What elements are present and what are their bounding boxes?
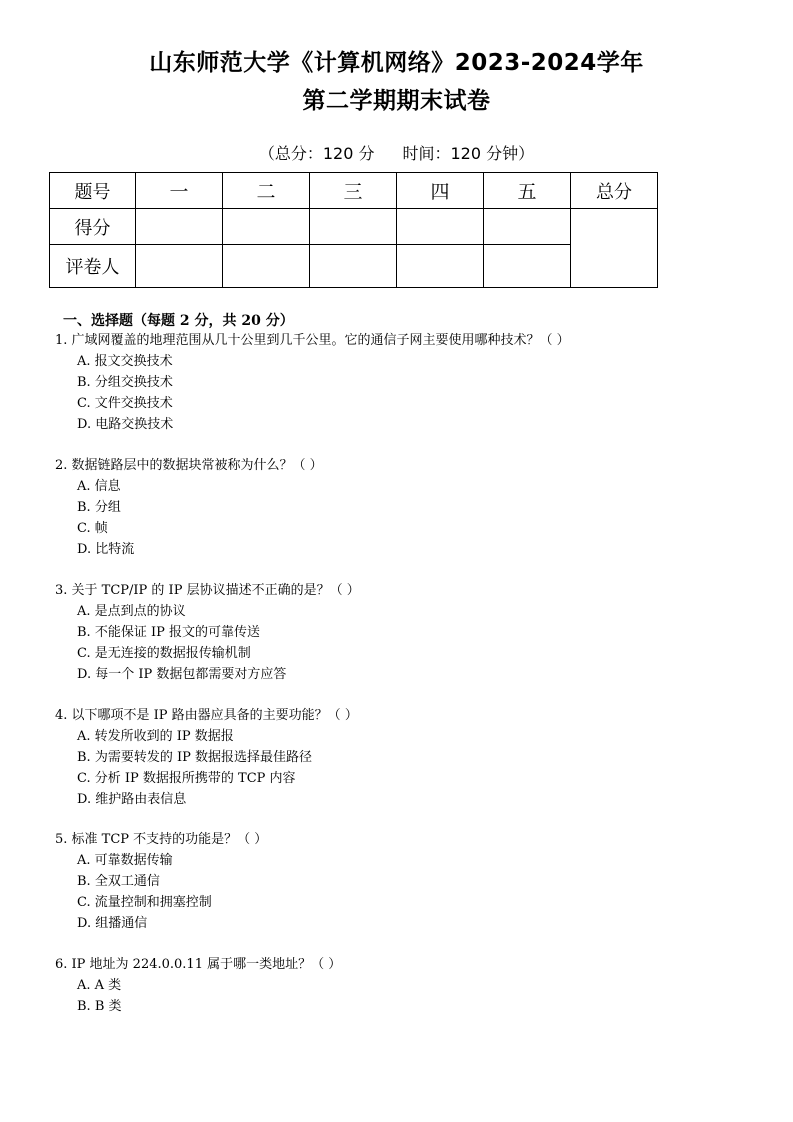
question-option: C. 分析 IP 数据报所携带的 TCP 内容 [77, 771, 296, 786]
question-5 [55, 830, 267, 935]
header-cell-5: 五 [484, 173, 571, 209]
header-cell-3: 三 [310, 173, 397, 209]
grader-cell-2 [223, 245, 310, 288]
header-cell-4: 四 [397, 173, 484, 209]
question-option: C. 文件交换技术 [77, 396, 173, 411]
question-stem: 1. 广域网覆盖的地理范围从几十公里到几千公里。它的通信子网主要使用哪种技术？（ ） [55, 333, 570, 348]
question-option: D. 电路交换技术 [77, 417, 174, 432]
question-option: A. A 类 [77, 978, 122, 993]
header-cell-1: 一 [136, 173, 223, 209]
exam-meta [0, 141, 793, 164]
score-cell-4 [397, 209, 484, 245]
question-stem: 4. 以下哪项不是 IP 路由器应具备的主要功能？（ ） [55, 708, 358, 723]
question-option: A. 可靠数据传输 [77, 853, 173, 868]
score-cell-5 [484, 209, 571, 245]
question-option: B. 分组交换技术 [77, 375, 173, 390]
question-3 [55, 581, 360, 686]
score-table [49, 172, 658, 288]
question-option: C. 流量控制和拥塞控制 [77, 895, 212, 910]
total-score-text: （总分：120 分 [258, 144, 375, 163]
score-cell-1 [136, 209, 223, 245]
question-4 [55, 706, 358, 811]
question-2 [55, 456, 323, 561]
question-option: C. 是无连接的数据报传输机制 [77, 646, 251, 661]
question-option: A. 转发所收到的 IP 数据报 [77, 729, 234, 744]
question-option: D. 维护路由表信息 [77, 792, 187, 807]
question-stem: 5. 标准 TCP 不支持的功能是？（ ） [55, 832, 268, 847]
question-stem: 3. 关于 TCP/IP 的 IP 层协议描述不正确的是？（ ） [55, 583, 360, 598]
grader-cell-5 [484, 245, 571, 288]
grader-cell-3 [310, 245, 397, 288]
exam-title-line1: 山东师范大学《计算机网络》2023-2024学年 [149, 50, 644, 76]
question-option: A. 报文交换技术 [77, 354, 173, 369]
question-stem: 2. 数据链路层中的数据块常被称为什么？（ ） [55, 458, 323, 473]
question-option: D. 比特流 [77, 542, 135, 557]
question-option: A. 是点到点的协议 [77, 604, 186, 619]
question-option: B. 不能保证 IP 报文的可靠传送 [77, 625, 260, 640]
header-cell-2: 二 [223, 173, 310, 209]
section-title: 一、选择题（每题 2 分，共 20 分） [63, 313, 294, 329]
exam-time-text: 时间：120 分钟） [402, 144, 535, 163]
question-option: C. 帧 [77, 521, 108, 536]
question-option: D. 每一个 IP 数据包都需要对方应答 [77, 667, 287, 682]
question-option: B. 全双工通信 [77, 874, 160, 889]
grader-row-label: 评卷人 [50, 245, 136, 288]
question-stem: 6. IP 地址为 224.0.0.11 属于哪一类地址？（ ） [55, 957, 342, 972]
header-cell-total: 总分 [571, 173, 658, 209]
score-cell-3 [310, 209, 397, 245]
score-row [50, 209, 658, 245]
question-6 [55, 955, 341, 1018]
grader-row [50, 245, 658, 288]
question-option: D. 组播通信 [77, 916, 148, 931]
grader-cell-4 [397, 245, 484, 288]
question-1 [55, 331, 570, 436]
grader-cell-1 [136, 245, 223, 288]
score-cell-2 [223, 209, 310, 245]
header-cell-number: 题号 [50, 173, 136, 209]
question-option: A. 信息 [77, 479, 121, 494]
question-option: B. 为需要转发的 IP 数据报选择最佳路径 [77, 750, 312, 765]
question-option: B. 分组 [77, 500, 121, 515]
score-table-header-row [50, 173, 658, 209]
question-option: B. B 类 [77, 999, 122, 1014]
exam-title-line2: 第二学期期末试卷 [302, 88, 491, 114]
total-score-cell [571, 209, 658, 288]
score-row-label: 得分 [50, 209, 136, 245]
